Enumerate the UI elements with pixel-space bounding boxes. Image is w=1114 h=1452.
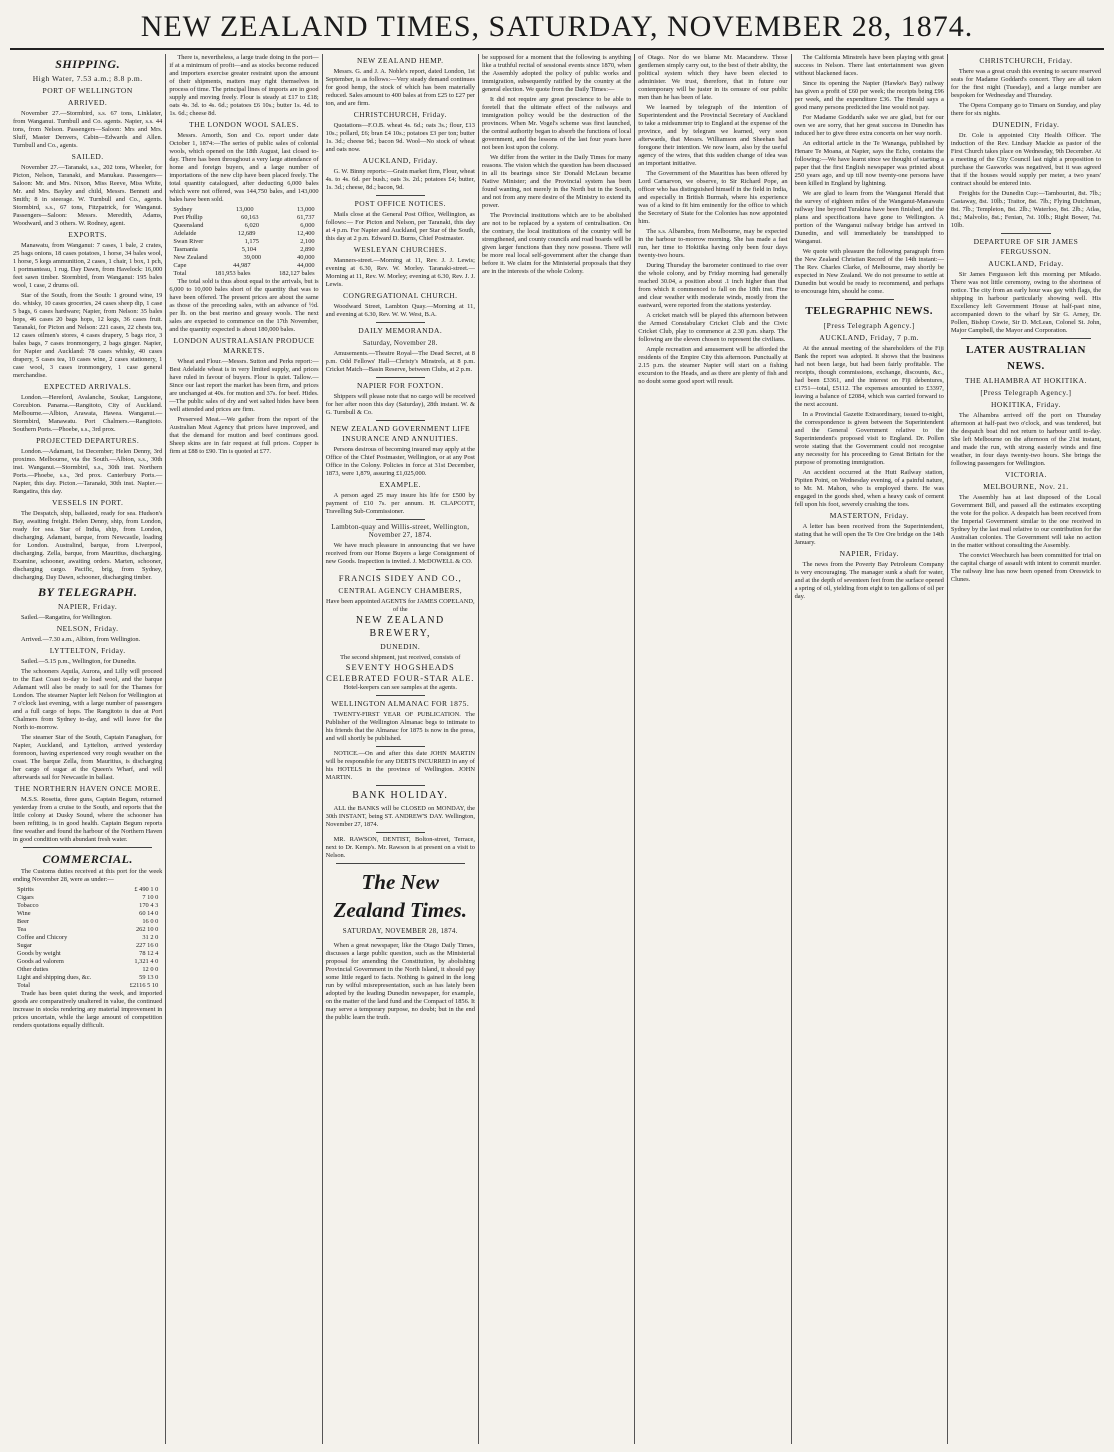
telegraph-text: We learned by telegraph of the intention of Superintendent and the Provincial Secretary of Auckland to take a midsummer trip to England at the expense of the province, and by telegram we learned, very soon afterwards, that Messrs. Williamson and Sheehan had foregone their intention. We now learn, also by the useful agency of the wires, that this sudden change of idea was an important initiative.: [638, 104, 788, 167]
napier-dateline: NAPIER, Friday.: [839, 549, 899, 558]
arrived-heading: ARRIVED.: [68, 98, 108, 107]
minstrels-text: The California Minstrels have been playing with great success in Nelson. There last entertainment was given without blackened faces.: [794, 54, 944, 77]
divider: [376, 938, 425, 939]
mauritius-text: The Government of the Mauritius has been offered by Lord Carnarvon, we observe, to Sir Richard Pope, an officer who has distinguished himself in the field in India, and especially in British Burmah, where his experience was of a kind to fit him eminently for the office to which the Secretary of State for the Colonies has now appointed him.: [638, 170, 788, 225]
wool-cell-port: Swan River: [173, 238, 204, 245]
post-office-text: Mails close at the General Post Office, Wellington, as follows:— For Picton and Nelson, per Taranaki, this day at 4 p.m. For Napier and Auckland, per Star of the South, this day at 2 p.m. Edward D. Burns, Chief Postmaster.: [325, 211, 475, 242]
freights-text: Freights for the Dunedin Cup:—Tambourini, 8st. 7lb.; Castaway, 8st. 10lb.; Traitor, 8st. 7lb.; Flying Dutchman, 8st. 7lb.; Templeton, 8st. 2lb.; Waterloo, 8st. 2lb.; Atlas, 8st.; Malvolio, 8st.; Fenian, 7st. 10lb.; Right Bower, 7st. 10lb.: [950, 190, 1102, 229]
fiji-bank-text: At the annual meeting of the shareholders of the Fiji Bank the report was adopted. It shows that the business had not been large, but had been fairly profitable. The receipts, though commissions, exchange, discounts, &c., had been £3361, and the interest on Fiji debentures, £1751—total, £5112. The expenses amounted to £3397, leaving a balance of £2084, which was carried forward to the next account.: [794, 345, 944, 408]
napier-heading: NAPIER, Friday.: [58, 602, 118, 611]
government-insurance-text: Persons desirous of becoming insured may apply at the Office of the Chief Postmaster, Wellington, or at any Post Office in the Colony. Policies in force at 31st December, 1873, were 1,879, assuring £1,025,000.: [325, 446, 475, 477]
customs-item: Tobacco: [17, 902, 39, 909]
customs-value: 262 10 0: [135, 926, 159, 933]
wool-cell-b: 40,000: [297, 254, 315, 261]
cricket-text: A cricket match will be played this afternoon between the Armed Constabulary Cricket Club and the Civic Cricket Club, play to commence at 2.30 p.m. sharp. The following are the eleven chosen to represent the civilians.: [638, 312, 788, 343]
divider: [376, 569, 425, 570]
port-heading: PORT OF WELLINGTON: [42, 86, 133, 95]
bank-holiday-text: ALL the BANKS will be CLOSED on MONDAY, the 30th INSTANT, being ST. ANDREW'S DAY. Wellington, November 27, 1874.: [325, 805, 475, 828]
customs-item: Beer: [17, 918, 30, 925]
customs-item: Spirits: [17, 886, 34, 893]
customs-row: [13, 974, 162, 982]
wool-row: [169, 254, 318, 262]
vessels-text: The Despatch, ship, ballasted, ready for sea. Hudson's Bay, awaiting freight. Helen Denny, ship, from London, ready for sea. Star of India, ship, from London, discharging. Adamant, barque, from Newcastle, loading for London. Australind, barque, from Liverpool, discharging. Zella, barque, from Mauritius, discharging. Examine, schooner, awaiting orders. Marten, schooner, discharging cargo. Pacific, brig, from Sydney, discharging. Day Dawn, schooner, discharging timber.: [13, 510, 163, 581]
goddard-text: For Madame Goddard's sake we are glad, but for our own we are sorry, that her great success in Dunedin has induced her to give three extra concerts on her way north.: [794, 114, 944, 137]
wool-sales-text-2: The total sold is thus about equal to the arrivals, but is 6,000 to 10,000 bales short of the quantity that was to have been offered. The present prices are about the same as those of the preceding sales, with an advance of ½d. per lb. on the best merino and greasy wools. The next sales are expected to commence on the 17th November, and the quantity expected is about 180,000 bales.: [169, 278, 319, 333]
customs-value: 170 4 3: [139, 902, 159, 909]
memoranda-date: Saturday, November 28.: [362, 339, 438, 347]
divider: [845, 299, 894, 300]
customs-value: 78 12 4: [139, 950, 159, 957]
wool-cell-port: Sydney: [173, 206, 193, 213]
wool-cell-b: 44,000: [297, 262, 315, 269]
wool-sales-heading: THE LONDON WOOL SALES.: [189, 120, 299, 129]
customs-row: [13, 918, 162, 926]
wool-cell-a: 5,104: [241, 246, 257, 253]
customs-item: Cigars: [17, 894, 34, 901]
customs-value: 12 0 0: [142, 966, 159, 973]
customs-row: [13, 966, 162, 974]
telegraphic-agency: [Press Telegraph Agency.]: [823, 321, 915, 330]
hogsheads-line: SEVENTY HOGSHEADS: [345, 662, 455, 672]
bank-holiday-advert: [326, 789, 475, 802]
wool-row: [169, 214, 318, 222]
steamer-text: The steamer Star of the South, Captain Fanaghan, for Napier, Auckland, and Lyttelton, arrived yesterday forenoon, having experienced very rough weather on the coast. The barque Zella, from Mauritius, is discharging her cargo of sugar at the Queen's Wharf, and will afterwards sail for Newcastle in ballast.: [13, 734, 163, 781]
wesleyan-heading: WESLEYAN CHURCHES.: [353, 245, 447, 254]
napier-petroleum-text: The news from the Poverty Bay Petroleum Company is very encouraging. The manager sunk a shaft for water, and at the depth of seventeen feet from the surface opened a spring of oil, yielding from eight to ten gallons of oil per day.: [794, 561, 944, 600]
wool-cell-a: 6,020: [244, 222, 260, 229]
congregational-text: Woodward Street, Lambton Quay.—Morning at 11, and evening at 6.30, Rev. W. W. West, B.A.: [325, 303, 475, 318]
divider: [376, 322, 425, 323]
customs-value: 16 0 0: [142, 918, 159, 925]
projected-heading: PROJECTED DEPARTURES.: [36, 436, 140, 445]
customs-value: 1,321 4 0: [134, 958, 159, 965]
wool-cell-a: 39,000: [243, 254, 262, 261]
customs-row: [13, 894, 162, 902]
mail-text: The s.s. Albambra, from Melbourne, may be expected in the harbour to-morrow morning. She has made a fast run, her time to Hokitika having only been four days twenty-two hours.: [638, 228, 788, 259]
bridge-text: We are glad to learn from the Wanganui Herald that the survey of eighteen miles of the Wanganui-Manawatu railway line beyond Turakina have been finished, and the plans and specifications have gone to Wellington. A portion of the Wanganui railway bridge has arrived in Dunedin, and will immediately be transhipped to Wanganui.: [794, 190, 944, 245]
wool-cell-b: 13,000: [297, 206, 315, 213]
customs-item: Light and shipping dues, &c.: [17, 974, 92, 981]
arrived-text: November 27.—Stormbird, s.s. 67 tons, Linklater, from Wanganui. Turnbull and Co. agents. Napier, s.s. 44 tons, from Nelson. Passengers—Saloon: Mrs and Mrs. Sluff, Master Denvers, Cabin—Edwards and Allen. Turnbull and Co., agents.: [13, 110, 163, 149]
christchurch-dateline: CHRISTCHURCH, Friday.: [979, 56, 1073, 65]
divider: [376, 420, 425, 421]
wool-row: [169, 262, 318, 270]
accident-text: An accident occurred at the Hutt Railway station, Pipiten Point, on Wednesday evening, of a painful nature, to Mr. M. Mahon, who is employed there. He was engaged in the goods shed, when a heavy cask of cement fell upon his foot, severely crushing the toes.: [794, 469, 944, 508]
sidey-advert: [326, 573, 475, 692]
wool-cell-port: Cape: [173, 262, 187, 269]
wool-cell-a: 1,175: [244, 238, 259, 245]
customs-row: [13, 926, 162, 934]
reply-text: We differ from the writer in the Daily Times for many reasons. The vision which the question has been discussed in all its bearings since Sir Donald McLean became Native Minister; and the Provincial system has been found wanting, not merely in the North but in the South, and not from any mere desire of the Ministry to extend its power.: [481, 154, 632, 209]
exports-text: Manawatu, from Wanganui: 7 cases, 1 bale, 2 crates, 25 bags onions, 18 cases potatoes, 1 horse, 34 bales wool, 1 horse, 5 kegs ammunition, 2 cases, 1 chair, 1 box, 1 pch, 1 portmanteau, 1 rug. Day Dawn, from Havelock: 16,000 feet sawn timber. Stormbird, from Wanganui: 195 bales wool, 1 case, 2 drums oil.: [13, 242, 163, 289]
auckland-dateline: AUCKLAND, Friday, 7 p.m.: [819, 333, 920, 342]
nelson-text: Arrived.—7.30 a.m., Albion, from Wellington.: [21, 636, 141, 643]
brewery-place: DUNEDIN.: [380, 642, 421, 651]
railway-text: Since its opening the Napier (Hawke's Bay) railway has given a profit of £60 per week; the receipts being £96 per week, and the expenditure £36. The Herald says a good many persons predicted the line would not pay.: [794, 80, 944, 111]
wool-row: [169, 230, 318, 238]
later-agency: [Press Telegraph Agency.]: [980, 388, 1072, 397]
divider: [376, 746, 425, 747]
commercial-heading: COMMERCIAL.: [42, 852, 133, 866]
departure-dateline: AUCKLAND, Friday.: [988, 259, 1064, 268]
wool-cell-a: 12,689: [237, 230, 256, 237]
customs-row: [13, 950, 162, 958]
column-1: [10, 54, 166, 1444]
dunedin-dateline: DUNEDIN, Friday.: [992, 120, 1060, 129]
wool-cell-a: 44,987: [232, 262, 251, 269]
column-6: [792, 54, 948, 1444]
masthead-rule: [10, 48, 1104, 50]
wool-cell-b: 61,737: [297, 214, 315, 221]
divider: [336, 863, 465, 864]
preserved-meat-text: Preserved Meat.—We gather from the report of the Australian Meat Agency that prices have improved, and that the demand for mutton and beef continues good. Sheep skins are in fair request at full prices. Copper is firm at £88 to £90. Tin is quoted at £77.: [169, 416, 319, 455]
customs-row: [13, 910, 162, 918]
high-water: High Water, 7.53 a.m.; 8.8 p.m.: [32, 74, 143, 83]
barometer-text: During Thursday the barometer continued to rise over the whole colony, and by Friday morning had generally reached 30.04, a position about .1 inch higher than that from which it commenced to fall on the 18th inst. Fine and clear weather with moderate winds, mostly from the eastward, were reported from the stations yesterday.: [638, 262, 788, 309]
newspaper-nameplate: The New Zealand Times.: [333, 870, 467, 922]
wool-cell-port: Tasmania: [173, 246, 198, 253]
wool-row: [169, 206, 318, 214]
example-text: A person aged 25 may insure his life for £500 by payment of £10 7s. per annum. H. CLAPCOTT, Travelling Sub-Commissioner.: [325, 492, 475, 515]
christian-record-text: We quote with pleasure the following paragraph from the New Zealand Christian Record of the 14th instant:—The Rev. Charles Clarke, of Melbourne, may shortly be expected in New Zealand. We do not presume to settle at Dunedin but would be ready to recommend, and perhaps to encourage him, should he come.: [794, 248, 944, 295]
shipping-news-text: The schooners Aquila, Aurora, and Lilly will proceed to the East Coast to-day to load wool, and the barque Adamant will also be ready to sail for the Thames for London. The steamer Napier left Nelson for Wellington at 7 o'clock last evening, with a large number of passengers and a full cargo of hops. The Rangitoto is due at Port Chalmers from Sydney to-day, and will leave for the North to-morrow.: [13, 668, 163, 731]
celebrated-line: CELEBRATED FOUR-STAR ALE.: [326, 673, 475, 683]
wool-cell-port: Queensland: [173, 222, 204, 229]
expected-heading: EXPECTED ARRIVALS.: [44, 382, 132, 391]
bank-holiday-heading: BANK HOLIDAY.: [352, 790, 449, 801]
almanac-heading: WELLINGTON ALMANAC FOR 1875.: [331, 699, 470, 708]
government-insurance-heading: NEW ZEALAND GOVERNMENT LIFE INSURANCE AND ANNUITIES.: [330, 424, 471, 443]
melbourne-dateline: MELBOURNE, Nov. 21.: [983, 482, 1069, 491]
lambton-line: Lambton-quay and Willis-street, Wellington, November 27, 1874.: [331, 523, 470, 539]
wool-cell-b: 12,400: [297, 230, 315, 237]
trade-continued: There is, nevertheless, a large trade doing in the port—if at a minimum of profit—and as stocks become reduced and importers exercise greater restraint upon the amount of their shipments, matters may right themselves in process of time. The principal lines of imports are in good supply and moving freely. Flour is steady at £17 to £18; oats 4s. 3d. to 4s. 6d.; potatoes £6 10s.; butter 1s. 4d. to 1s. 6d.; cheese 8d.: [169, 54, 319, 117]
divider: [376, 377, 425, 378]
wool-cell-port: Port Phillip: [173, 214, 203, 221]
convict-text: The convict Weechurch has been committed for trial on the capital charge of assault with intent to commit murder. The railway line has now been opened from Oreswick to Clunes.: [950, 552, 1102, 583]
christchurch-text: Quotations—F.O.B. wheat 4s. 6d.; oats 3s.; flour, £13 10s.; pollard, £6; bran £4 10s.; potatoes £3 per ton; butter 1s. 3d.; cheese 9d.; bacon 9d. Wool—No stock of wheat and oats now.: [325, 122, 475, 153]
divider: [376, 832, 425, 833]
divider: [376, 785, 425, 786]
telegraphic-news-heading: TELEGRAPHIC NEWS.: [805, 305, 934, 317]
recreation-text: Ample recreation and amusement will be afforded the residents of the Empire City this afternoon. Punctually at 2.15 p.m. the steamer Napier will start on a fishing excursion to the Heads, and as there are plenty of fish and no doubt some good sport will result.: [638, 346, 788, 385]
customs-item: Coffee and Chicory: [17, 934, 68, 941]
editorial-continued: be supposed for a moment that the following is anything like a truthful recital of sessional events since 1870, when the Assembly adopted the policy of public works and immigration, subsequently ratified by the country at the general election. We quote from the Daily Times:—: [481, 54, 632, 93]
sidey-heading: FRANCIS SIDEY AND CO.,: [338, 573, 462, 583]
produce-heading: LONDON AUSTRALASIAN PRODUCE MARKETS.: [173, 336, 315, 355]
hokitika-dateline: HOKITIKA, Friday.: [991, 400, 1061, 409]
trade-text: Trade has been quiet during the week, and imported goods are comparatively unaltered in value, the continued increase in stocks rendering any material improvement in prices uncertain, while the large amount of competition renders quotations equally difficult.: [13, 990, 163, 1029]
wool-cell-port: New Zealand: [173, 254, 208, 261]
wool-row: [169, 270, 318, 278]
customs-item: Tea: [17, 926, 27, 933]
column-3: [323, 54, 479, 1444]
columns: [10, 54, 1104, 1444]
nelson-heading: NELSON, Friday.: [56, 624, 119, 633]
masthead: [0, 8, 1114, 46]
wool-cell-port: Total: [173, 270, 187, 277]
telegraph-heading: BY TELEGRAPH.: [37, 585, 138, 599]
gazette-text: In a Provincial Gazette Extraordinary, issued to-night, the correspondence is given between the Superintendent and the General Government relative to the Superintendent's proposed visit to England. Dr. Pollen wrote stating that the Government could not recognise any necessity for his proceeding to Great Britain for the purpose of promoting immigration.: [794, 411, 944, 466]
customs-value: £2116 5 10: [129, 982, 159, 989]
opera-text: The Opera Company go to Timaru on Sunday, and play there for six nights.: [950, 102, 1102, 117]
produce-text: Wheat and Flour.—Messrs. Sutton and Perks report:—Best Adelaide wheat is in very limited supply, and prices have ruled in favour of buyers. Flour is quiet. Tallow.—Since our last report the market has been firm, and prices are unchanged at 40s. for mutton and 37s. for beef. Hides.—The public sales of dry and wet salted hides have been well attended and prices are firm.: [169, 358, 319, 413]
divider: [376, 519, 425, 520]
customs-row: [13, 942, 162, 950]
otago-text: of Otago. Nor do we blame Mr. Macandrew. Those gentlemen simply carry out, to the best of their ability, the political system which they have been elected to administer. We trust, therefore, that in future our contemporary will be juster in its censure of our public men than he has been of late.: [638, 54, 788, 101]
sidey-subheading: CENTRAL AGENCY CHAMBERS,: [338, 586, 463, 595]
customs-row: [13, 886, 162, 894]
customs-item: Goods by weight: [17, 950, 61, 957]
sidey-text: Have been appointed AGENTS for JAMES COPELAND, of the: [325, 598, 475, 613]
customs-intro: The Customs duties received at this port for the week ending November 28, were as under:—: [13, 868, 163, 883]
hemp-text: Messrs. G. and J. A. Noble's report, dated London, 1st September, is as follows:—Very steady demand continues for good hemp, the stock of which has been materially reduced. Sales amount to 400 bales at from £25 to £27 per ton, and are firm.: [325, 68, 475, 107]
customs-item: Goods ad valorem: [17, 958, 64, 965]
melbourne-text: The Assembly has at last disposed of the Local Government Bill, and passed all the estimates excepting the vote for the police. A despatch has been received from the Imperial Government similar to the one received in Sydney by the last mail relative to our contribution for the Australian colonies. The Government will take no action in the matter without consulting the Assembly.: [950, 494, 1102, 549]
divider: [961, 338, 1091, 339]
departure-heading: DEPARTURE OF SIR JAMES FERGUSSON.: [973, 237, 1079, 256]
customs-value: 227 16 0: [135, 942, 159, 949]
masterton-dateline: MASTERTON, Friday.: [829, 511, 909, 520]
customs-item: Other duties: [17, 966, 49, 973]
column-2: [166, 54, 322, 1444]
foxton-heading: NAPIER FOR FOXTON.: [356, 381, 444, 390]
column-7: [948, 54, 1104, 1444]
cargo-text: Star of the South, from the South: 1 ground wine, 19 do. whisky, 10 cases groceries, 24 cases sheep dip, 1 case 5 bags, 6 cases hardware; Napier, from Nelson: 35 bales hops, 46 cases 20 bags hops, 12 kegs, 36 cases fruit. Taranaki, for Picton and Nelson: 221 cases, 22 chests tea, 12 cases oilmen's stores, 4 cases drapery, 5 bags rice, 3 bales bags, 7 cases ironmongery, 2 bags ginger. Napier, for Napier and Auckland: 78 cases whisky, 40 cases drapery, 5 cases tea, 10 cases wine, 2 cases stationery, 1 case wool, 3 cases ironmongery, 1 case general merchandise.: [13, 292, 163, 379]
napier-text: Sailed.—Rangatira, for Wellington.: [21, 614, 112, 621]
wool-row: [169, 246, 318, 254]
foxton-text: Shippers will please note that no cargo will be received for her after noon this day (Saturday), 28th instant. W. & G. Turnbull & Co.: [325, 393, 475, 416]
divider: [376, 695, 425, 696]
customs-table: [13, 886, 162, 990]
wool-cell-b: 6,000: [300, 222, 315, 229]
customs-row: [13, 982, 162, 990]
wool-cell-port: Adelaide: [173, 230, 197, 237]
brewery-heading: NEW ZEALAND BREWERY,: [355, 615, 445, 639]
dunedin-text: Dr. Cole is appointed City Health Officer. The induction of the Rev. Lindsay Mackie as pastor of the First Church takes place on Wednesday, 9th December. At a meeting of the City Council last night a proposition to purchase the Gasworks was negatived, but it was agreed that if the houses would supply per meter, a two years' contract should be entered into.: [950, 132, 1102, 187]
masterton-text: A letter has been received from the Superintendent, stating that he will open the Te Ore Ore bridge on the 14th January.: [794, 523, 944, 546]
victoria-heading: VICTORIA.: [1004, 470, 1047, 479]
editorial-date: SATURDAY, NOVEMBER 28, 1874.: [342, 927, 458, 935]
quoted-text: It did not require any great prescience to be able to foretell that the ultimate effect of the railways and immigration policy would be the destruction of the provinces. When Mr. Vogel's scheme was first launched, the central authority began to absorb the functions of local government, and the lessons of the last four years have not been lost upon the colony.: [481, 96, 632, 151]
auckland-heading: AUCKLAND, Friday.: [362, 156, 438, 165]
hotel-text: Hotel-keepers can see samples at the agents.: [343, 684, 457, 691]
northern-haven-text: M.S.S. Rosetta, three guns, Captain Begum, returned yesterday from a cruise to the South, and reports that the little colony at Dusky Sound, where the schooner has been refitting, is in good health. Captain Begum reports fine weather and found the harbour of the Northern Haven in good condition with abundant fresh water.: [13, 796, 163, 843]
amusements-text: Amusements.—Theatre Royal—The Dead Secret, at 8 p.m. Odd Fellows' Hall—Christy's Minstrels, at 8 p.m. Cricket Match—Basin Reserve, between Clubs, at 2 p.m.: [325, 350, 475, 373]
christchurch-heading: CHRISTCHURCH, Friday.: [353, 110, 447, 119]
auckland-text: G. W. Binny reports:—Grain market firm, Flour, wheat 4s. to 4s. 6d. per bush.; oats 3s. 2d.; potatoes £4; butter, 1s. 3d.; cheese, 8d.; bacon, 9d.: [325, 168, 475, 191]
divider: [23, 847, 152, 848]
congregational-heading: CONGREGATIONAL CHURCH.: [343, 291, 458, 300]
wool-cell-b: 182,127 bales: [279, 270, 315, 277]
wool-row: [169, 238, 318, 246]
wool-cell-b: 2,100: [300, 238, 315, 245]
customs-row: [13, 934, 162, 942]
exports-heading: EXPORTS.: [68, 230, 108, 239]
wool-sales-text: Messrs. Amorth, Son and Co. report under date October 1, 1874:—The series of public sales of colonial wools, which opened on the 18th August, last closed to-day. There has been throughout a very large attendance of home and foreign buyers, and a large number of importations of the new clip have been placed freely. The total quantity catalogued, after deducting 6,000 bales which were not offered, was 144,750 bales, and 143,000 bales have been sold.: [169, 132, 319, 203]
expected-text: London.—Hereford, Avalanche, Soukar, Langstone, Corcubion. Panama.—Rangitoto, City of Auckland. Melbourne.—Albion, Arawata, Hawea. Wanganui.—Stormbird, Manawatu. Port Chalmers.—Rangitoto. Southern Ports.—Phoebe, s.s., 3rd prox.: [13, 394, 163, 433]
example-heading: EXAMPLE.: [379, 480, 421, 489]
customs-item: Sugar: [17, 942, 32, 949]
post-office-heading: POST OFFICE NOTICES.: [354, 199, 446, 208]
brewery-text: The second shipment, just received, consists of: [340, 654, 461, 661]
notice-text: NOTICE.—On and after this date JOHN MARTIN will be responsible for any DEBTS INCURRED in any of his HOTELS in the province of Wellington. JOHN MARTIN.: [325, 750, 475, 781]
wesleyan-text: Manners-street.—Morning at 11, Rev. J. J. Lewis; evening at 6.30, Rev. W. Morley. Taranaki-street.—Morning at 11, Rev. W. Morley; evening at 6.30, Rev. J. J. Lewis.: [325, 257, 475, 288]
column-5: [635, 54, 791, 1444]
memoranda-heading: DAILY MEMORANDA.: [358, 326, 443, 335]
customs-value: 59 13 0: [139, 974, 159, 981]
projected-text: London.—Adamant, 1st December; Helen Denny, 3rd proximo. Melbourne, via the South.—Albion, s.s., 30th inst. Wanganui.—Stormbird, s.s., 30th inst. Northern Ports.—Phoebe, s.s., 3rd prox. Canterbury Ports.—Napier, this day. Picton.—Taranaki, 30th inst. Napier.—Rangatira, this day.: [13, 448, 163, 495]
reply-text-2: The Provincial institutions which are to be abolished are not to be replaced by a system of centralisation. On the contrary, the local institutions of the country will be strengthened, and county councils and road boards will be given larger functions than they now possess. There will be more real local self-government after the change than before it. We claim for the Ministerial proposals that they are in the interests of the whole Colony.: [481, 212, 632, 275]
wananga-text: An editorial article in the Te Wananga, published by Henare Te Moana, at Napier, says the Echo, contains the following:—We have learnt since we thought of starting a paper that the first English newspaper was printed about 250 years ago, and up till now twenty-one persons have been killed in England by lightning.: [794, 140, 944, 187]
wool-row: [169, 222, 318, 230]
wool-cell-a: 13,000: [235, 206, 254, 213]
customs-value: 31 2 0: [142, 934, 159, 941]
hokitika-text: The Alhambra arrived off the port on Thursday afternoon at half-past two o'clock, and was tendered, but the despatch boat did not return to harbour until to-day. She left Melbourne on the afternoon of the 21st instant, and made the run, with strong easterly winds and fine weather, in four days twenty-two hours. She brings the following passengers for Wellington.: [950, 412, 1102, 467]
northern-haven-heading: THE NORTHERN HAVEN ONCE MORE.: [14, 784, 161, 793]
wool-cell-b: 2,890: [300, 246, 315, 253]
alhambra-subheading: THE ALHAMBRA AT HOKITIKA.: [964, 376, 1087, 385]
later-news-heading: LATER AUSTRALIAN NEWS.: [965, 344, 1086, 372]
wool-cell-a: 60,163: [241, 214, 259, 221]
divider: [376, 195, 425, 196]
lyttelton-heading: LYTTELTON, Friday.: [49, 646, 126, 655]
sailed-text: November 27.—Taranaki, s.s., 202 tons, Wheeler, for Picton, Nelson, Taranaki, and Manukau. Passengers—Saloon: Mr. and Mrs. Nixon, Miss Reeve, Miss White, Mr. and Mrs. Bayley and child, Messrs. Bennett and Smith; 8 in steerage. W. Turnbull and Co., agents. Stormbird, s.s., 67 tons, Fitzpatrick, for Wanganui. Passengers—Saloon: Messrs. Meredith, Adams, Woodward, and 3 others. W. Rodney, agent.: [13, 164, 163, 227]
column-4: [479, 54, 635, 1444]
wool-table: [169, 206, 318, 278]
mcdowell-text: We have much pleasure in announcing that we have received from our Home Buyers a large Consignment of new Goods. Inspection is invited. J. McDOWELL & CO.: [325, 542, 475, 565]
hemp-heading: NEW ZEALAND HEMP.: [357, 56, 444, 65]
customs-row: [13, 958, 162, 966]
customs-row: [13, 902, 162, 910]
customs-value: £ 490 1 0: [134, 886, 159, 893]
masthead-title: NEW ZEALAND TIMES, SATURDAY, NOVEMBER 28, 1874.: [140, 10, 974, 43]
divider: [1001, 233, 1051, 234]
shipping-heading: SHIPPING.: [55, 57, 121, 71]
editorial-text: When a great newspaper, like the Otago Daily Times, discusses a large public question, such as the Ministerial proposal for amending the Constitution, by abolishing Provincial Government in the North Island, it should pay some little regard to facts. Nothing is gained in the long run by wilful misrepresentation, such as has lately been adopted by the leading Dunedin newspaper, for example, on the matter of the land fund and the Compact of 1856. It may serve a temporary purpose, no doubt; but in the end the public learn the truth.: [325, 942, 475, 1021]
customs-item: Total: [17, 982, 31, 989]
sailed-heading: SAILED.: [71, 152, 104, 161]
lyttelton-text: Sailed.—5.15 p.m., Wellington, for Dunedin.: [21, 658, 137, 665]
wool-cell-a: 181,953 bales: [214, 270, 251, 277]
concert-text: There was a great crush this evening to secure reserved seats for Madame Goddard's concert. They are all taken for the first night (Tuesday), and a large number are bespoken for Wednesday and Thursday.: [950, 68, 1102, 99]
almanac-text: TWENTY-FIRST YEAR OF PUBLICATION. The Publisher of the Wellington Almanac begs to intimate to his friends that the Almanac for 1875 is now in the press, and will shortly be published.: [325, 711, 475, 742]
departure-text: Sir James Fergusson left this morning per Mikado. There was not little ceremony, owing to the shortness of notice. The city from an early hour was gay with flags, the shipping in harbour particularly showing well. His Excellency left Government House at half-past nine, accompanied down to the wharf by Sir G. Arney, Dr. Pollen, Bishop Cowie, Sir D. McLean, Colonel St. John, Major Campbell, the Mayor and Corporation.: [950, 271, 1102, 334]
vessels-heading: VESSELS IN PORT.: [51, 498, 124, 507]
dentist-text: MR. RAWSON, DENTIST, Bolton-street, Terrace, next to Dr. Kemp's. Mr. Rawson is at present on a visit to Nelson.: [325, 836, 475, 859]
customs-value: 60 14 0: [139, 910, 159, 917]
customs-item: Wine: [17, 910, 31, 917]
customs-value: 7 10 0: [142, 894, 159, 901]
